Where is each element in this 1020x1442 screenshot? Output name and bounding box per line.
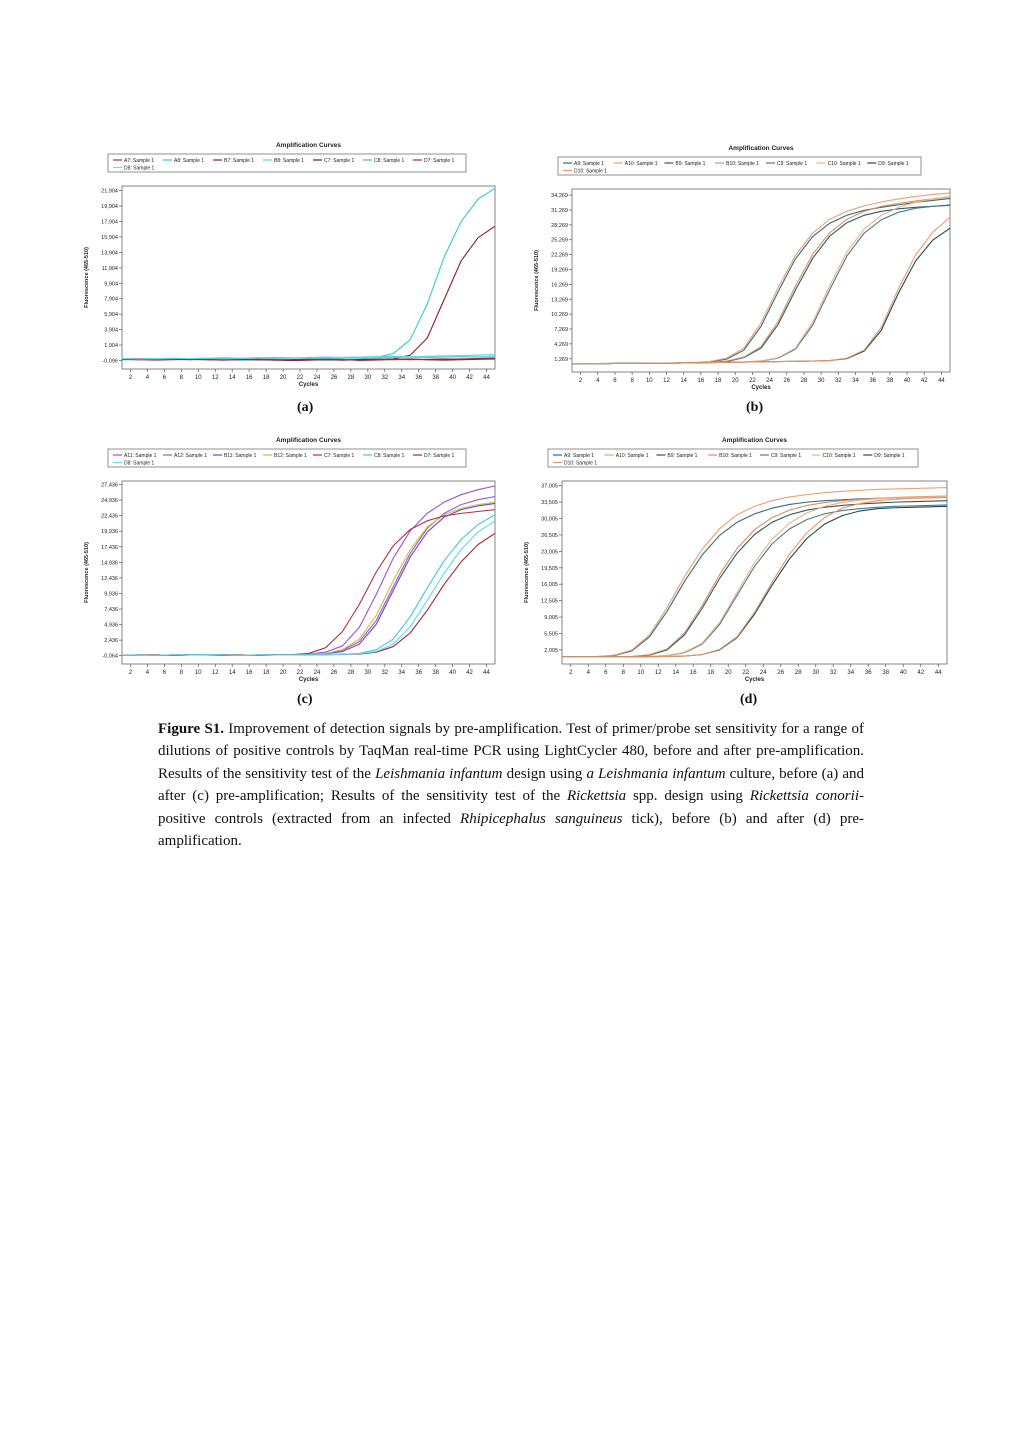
- x-tick-label: 30: [817, 378, 825, 384]
- legend-label: C8: Sample 1: [374, 453, 405, 459]
- x-tick-label: 26: [330, 375, 338, 381]
- plot-frame: [122, 481, 495, 664]
- x-tick-label: 38: [432, 375, 440, 381]
- y-tick-label: 37,005: [541, 483, 558, 490]
- y-tick-label: 34,269: [551, 193, 568, 200]
- y-tick-label: 2,436: [104, 638, 118, 645]
- x-tick-label: 32: [381, 375, 389, 381]
- y-tick-label: 16,005: [541, 582, 558, 589]
- x-tick-label: 24: [766, 378, 773, 384]
- x-tick-label: 8: [179, 375, 184, 381]
- x-tick-label: 30: [812, 670, 820, 676]
- caption-text: spp. design using: [626, 788, 750, 805]
- legend-label: D9: Sample 1: [874, 453, 905, 459]
- x-tick-label: 6: [162, 670, 167, 676]
- y-tick-label: 4,936: [104, 622, 118, 629]
- x-axis-label: Cycles: [751, 385, 771, 391]
- x-tick-label: 28: [800, 378, 808, 384]
- caption-italic: Leishmania infantum: [375, 765, 503, 782]
- y-tick-label: 12,505: [541, 598, 558, 605]
- x-tick-label: 20: [724, 670, 732, 676]
- y-tick-label: 19,904: [101, 204, 118, 211]
- figure-caption: [158, 718, 864, 852]
- y-tick-label: 9,904: [104, 281, 118, 288]
- x-tick-label: 38: [432, 670, 440, 676]
- x-tick-label: 34: [852, 378, 859, 384]
- x-tick-label: 30: [364, 375, 372, 381]
- legend-label: A12: Sample 1: [174, 453, 207, 459]
- x-tick-label: 4: [596, 378, 600, 384]
- x-tick-label: 2: [578, 378, 583, 384]
- y-tick-label: -0,064: [102, 653, 118, 660]
- x-tick-label: 6: [604, 670, 608, 676]
- caption-text: design using: [502, 765, 587, 782]
- x-tick-label: 18: [707, 670, 715, 676]
- x-tick-label: 42: [917, 670, 925, 676]
- legend-label: A9: Sample 1: [574, 161, 605, 167]
- y-tick-label: 30,005: [541, 516, 558, 523]
- y-tick-label: 31,269: [551, 207, 568, 214]
- x-tick-label: 16: [697, 378, 705, 384]
- x-tick-label: 40: [449, 375, 456, 381]
- caption-text: tick), before (b) and after (d) pre-amplification.: [158, 810, 864, 850]
- chart-panel-a: [80, 138, 500, 393]
- legend-label: A10: Sample 1: [624, 161, 658, 167]
- y-tick-label: 9,005: [544, 615, 558, 622]
- legend-label: C8: Sample 1: [374, 158, 405, 164]
- y-tick-label: 5,904: [104, 312, 118, 319]
- caption-text: Improvement of detection signals by pre-amplification. Test of primer/probe set sensitivity for a range of dilutions of positive controls by TaqMan real-time PCR using LightCycler 480, before and after pre-amplification. Results of the sensitivity test of the: [158, 721, 864, 782]
- amplification-chart-b: [530, 141, 955, 396]
- panel-label-a: (a): [297, 400, 314, 415]
- x-tick-label: 38: [882, 670, 890, 676]
- x-tick-label: 26: [777, 670, 785, 676]
- x-tick-label: 2: [569, 670, 573, 676]
- legend-label: C9: Sample 1: [776, 161, 808, 167]
- x-tick-label: 2: [128, 375, 133, 381]
- y-tick-label: 17,904: [101, 219, 118, 226]
- x-tick-label: 42: [920, 378, 928, 384]
- legend-label: B10: Sample 1: [719, 453, 752, 459]
- x-tick-label: 14: [228, 375, 236, 381]
- legend-label: C9: Sample 1: [770, 453, 802, 459]
- x-tick-label: 32: [834, 378, 842, 384]
- chart-title: Amplification Curves: [721, 437, 788, 444]
- x-tick-label: 22: [296, 375, 304, 381]
- x-tick-label: 10: [645, 378, 653, 384]
- y-tick-label: 19,936: [101, 529, 118, 536]
- panel-label-c: (c): [297, 692, 313, 707]
- x-tick-label: 6: [613, 378, 617, 384]
- legend-label: B11: Sample 1: [224, 453, 257, 459]
- caption-text: culture, before (a) and after (c) pre-amplification; Results of the sensitivity test of the: [158, 765, 865, 805]
- legend-label: D7: Sample 1: [424, 453, 455, 459]
- y-tick-label: 15,904: [101, 234, 118, 241]
- y-tick-label: 5,505: [544, 631, 558, 638]
- x-tick-label: 10: [637, 670, 645, 676]
- legend-label: B10: Sample 1: [726, 161, 759, 167]
- caption-italic: Rhipicephalus sanguineus: [460, 810, 623, 827]
- chart-title: Amplification Curves: [728, 145, 794, 152]
- x-tick-label: 22: [742, 670, 750, 676]
- legend-label: C10: Sample 1: [822, 453, 856, 459]
- amplification-chart-d: [520, 433, 952, 688]
- chart-panel-d: [520, 433, 952, 688]
- legend-label: C10: Sample 1: [827, 161, 861, 167]
- x-tick-label: 16: [245, 375, 253, 381]
- x-tick-label: 14: [672, 670, 680, 676]
- x-tick-label: 20: [731, 378, 739, 384]
- y-tick-label: 17,436: [101, 544, 118, 551]
- legend-label: B7: Sample 1: [224, 158, 255, 164]
- y-tick-label: 13,904: [101, 250, 118, 257]
- y-tick-label: -0,096: [102, 358, 118, 365]
- caption-italic: Rickettsia: [566, 788, 627, 805]
- x-tick-label: 44: [483, 670, 490, 676]
- x-axis-label: Cycles: [298, 677, 319, 683]
- x-tick-label: 12: [211, 375, 219, 381]
- legend-label: A11: Sample 1: [124, 453, 157, 459]
- x-tick-label: 18: [262, 670, 270, 676]
- legend-label: C7: Sample 1: [324, 453, 355, 459]
- x-tick-label: 14: [680, 378, 688, 384]
- y-tick-label: 22,436: [101, 513, 118, 520]
- x-tick-label: 34: [398, 375, 406, 381]
- y-tick-label: 25,269: [551, 237, 568, 244]
- x-tick-label: 42: [466, 670, 473, 676]
- x-tick-label: 36: [864, 670, 872, 676]
- x-tick-label: 32: [381, 670, 389, 676]
- y-tick-label: 21,904: [101, 188, 118, 195]
- x-tick-label: 42: [466, 375, 473, 381]
- x-tick-label: 22: [296, 670, 304, 676]
- legend-label: A8: Sample 1: [174, 158, 205, 164]
- x-tick-label: 32: [829, 670, 837, 676]
- x-axis-label: Cycles: [744, 677, 765, 683]
- x-tick-label: 8: [179, 670, 184, 676]
- x-tick-label: 24: [759, 670, 767, 676]
- x-tick-label: 26: [330, 670, 338, 676]
- y-axis-label: Fluorescence (465-510): [84, 247, 90, 308]
- y-tick-label: 7,436: [104, 607, 118, 614]
- x-tick-label: 30: [364, 670, 372, 676]
- x-tick-label: 14: [228, 670, 236, 676]
- legend-label: B8: Sample 1: [274, 158, 305, 164]
- x-tick-label: 2: [128, 670, 133, 676]
- y-tick-label: 12,436: [101, 575, 118, 582]
- x-tick-label: 10: [194, 670, 202, 676]
- legend-label: D7: Sample 1: [424, 158, 455, 164]
- x-tick-label: 12: [654, 670, 662, 676]
- x-tick-label: 26: [783, 378, 791, 384]
- x-tick-label: 38: [886, 378, 894, 384]
- y-tick-label: 22,269: [551, 252, 568, 259]
- x-tick-label: 40: [903, 378, 911, 384]
- x-tick-label: 16: [689, 670, 697, 676]
- y-tick-label: 13,269: [551, 297, 568, 304]
- legend-label: D10: Sample 1: [574, 168, 608, 175]
- x-tick-label: 24: [313, 670, 321, 676]
- x-tick-label: 44: [934, 670, 942, 676]
- legend-label: B9: Sample 1: [667, 453, 698, 459]
- x-tick-label: 4: [145, 670, 150, 676]
- y-tick-label: 27,436: [101, 482, 118, 489]
- x-tick-label: 36: [869, 378, 877, 384]
- x-tick-label: 18: [262, 375, 270, 381]
- caption-text: -positive controls (extracted from an infected: [158, 788, 864, 827]
- x-axis-label: Cycles: [298, 382, 319, 388]
- x-tick-label: 8: [621, 670, 625, 676]
- chart-title: Amplification Curves: [275, 437, 342, 444]
- y-tick-label: 33,505: [541, 500, 558, 507]
- x-tick-label: 20: [279, 375, 287, 381]
- y-tick-label: 14,936: [101, 560, 118, 567]
- x-tick-label: 12: [663, 378, 670, 384]
- y-tick-label: 1,904: [104, 343, 118, 350]
- x-tick-label: 20: [279, 670, 287, 676]
- chart-panel-b: [530, 141, 955, 396]
- panel-label-b: (b): [746, 400, 764, 415]
- y-tick-label: 4,269: [554, 341, 568, 348]
- y-tick-label: 10,269: [551, 312, 568, 319]
- y-tick-label: 26,505: [541, 532, 558, 539]
- x-tick-label: 4: [145, 375, 150, 381]
- y-axis-label: Fluorescence (465-510): [524, 542, 530, 603]
- y-tick-label: 16,269: [551, 282, 568, 289]
- x-tick-label: 28: [794, 670, 802, 676]
- plot-frame: [122, 186, 495, 369]
- x-tick-label: 40: [449, 670, 456, 676]
- y-axis-label: Fluorescence (465-510): [84, 542, 90, 603]
- legend-label: D8: Sample 1: [124, 460, 155, 467]
- x-tick-label: 44: [938, 378, 945, 384]
- x-tick-label: 6: [162, 375, 167, 381]
- y-tick-label: 19,269: [551, 267, 568, 274]
- caption-italic: Rickettsia conorii: [749, 788, 859, 805]
- y-tick-label: 19,505: [541, 565, 558, 572]
- amplification-chart-c: [80, 433, 500, 688]
- y-tick-label: 1,269: [554, 356, 568, 363]
- x-tick-label: 28: [347, 670, 355, 676]
- x-tick-label: 40: [899, 670, 907, 676]
- y-tick-label: 11,904: [101, 265, 118, 272]
- x-tick-label: 10: [194, 375, 202, 381]
- amplification-chart-a: [80, 138, 500, 393]
- y-tick-label: 2,005: [544, 647, 558, 654]
- y-axis-label: Fluorescence (465-510): [534, 250, 540, 311]
- x-tick-label: 44: [483, 375, 490, 381]
- x-tick-label: 22: [749, 378, 756, 384]
- x-tick-label: 34: [398, 670, 406, 676]
- y-tick-label: 9,936: [104, 591, 118, 598]
- legend-label: D8: Sample 1: [124, 165, 155, 172]
- x-tick-label: 8: [630, 378, 634, 384]
- chart-title: Amplification Curves: [275, 142, 342, 149]
- x-tick-label: 36: [415, 375, 423, 381]
- y-tick-label: 23,005: [541, 549, 558, 556]
- y-tick-label: 28,269: [551, 222, 568, 229]
- plot-frame: [572, 189, 950, 372]
- y-tick-label: 7,269: [554, 327, 568, 334]
- x-tick-label: 34: [847, 670, 855, 676]
- chart-panel-c: [80, 433, 500, 688]
- y-tick-label: 3,904: [104, 327, 118, 334]
- legend-label: A7: Sample 1: [124, 158, 155, 164]
- y-tick-label: 24,936: [101, 498, 118, 505]
- legend-label: C7: Sample 1: [324, 158, 355, 164]
- legend-label: A9: Sample 1: [564, 453, 595, 459]
- legend-label: D9: Sample 1: [878, 161, 909, 167]
- x-tick-label: 24: [313, 375, 321, 381]
- legend-label: B9: Sample 1: [675, 161, 706, 167]
- x-tick-label: 4: [586, 670, 590, 676]
- x-tick-label: 28: [347, 375, 355, 381]
- panel-label-d: (d): [740, 692, 758, 707]
- x-tick-label: 16: [245, 670, 253, 676]
- y-tick-label: 7,904: [104, 296, 118, 303]
- x-tick-label: 36: [415, 670, 423, 676]
- caption-label: Figure S1.: [158, 721, 225, 737]
- x-tick-label: 12: [211, 670, 219, 676]
- legend-label: B12: Sample 1: [274, 453, 307, 459]
- legend-label: A10: Sample 1: [615, 453, 649, 459]
- x-tick-label: 18: [714, 378, 722, 384]
- legend-label: D10: Sample 1: [564, 460, 598, 467]
- caption-italic: a Leishmania infantum: [586, 765, 726, 782]
